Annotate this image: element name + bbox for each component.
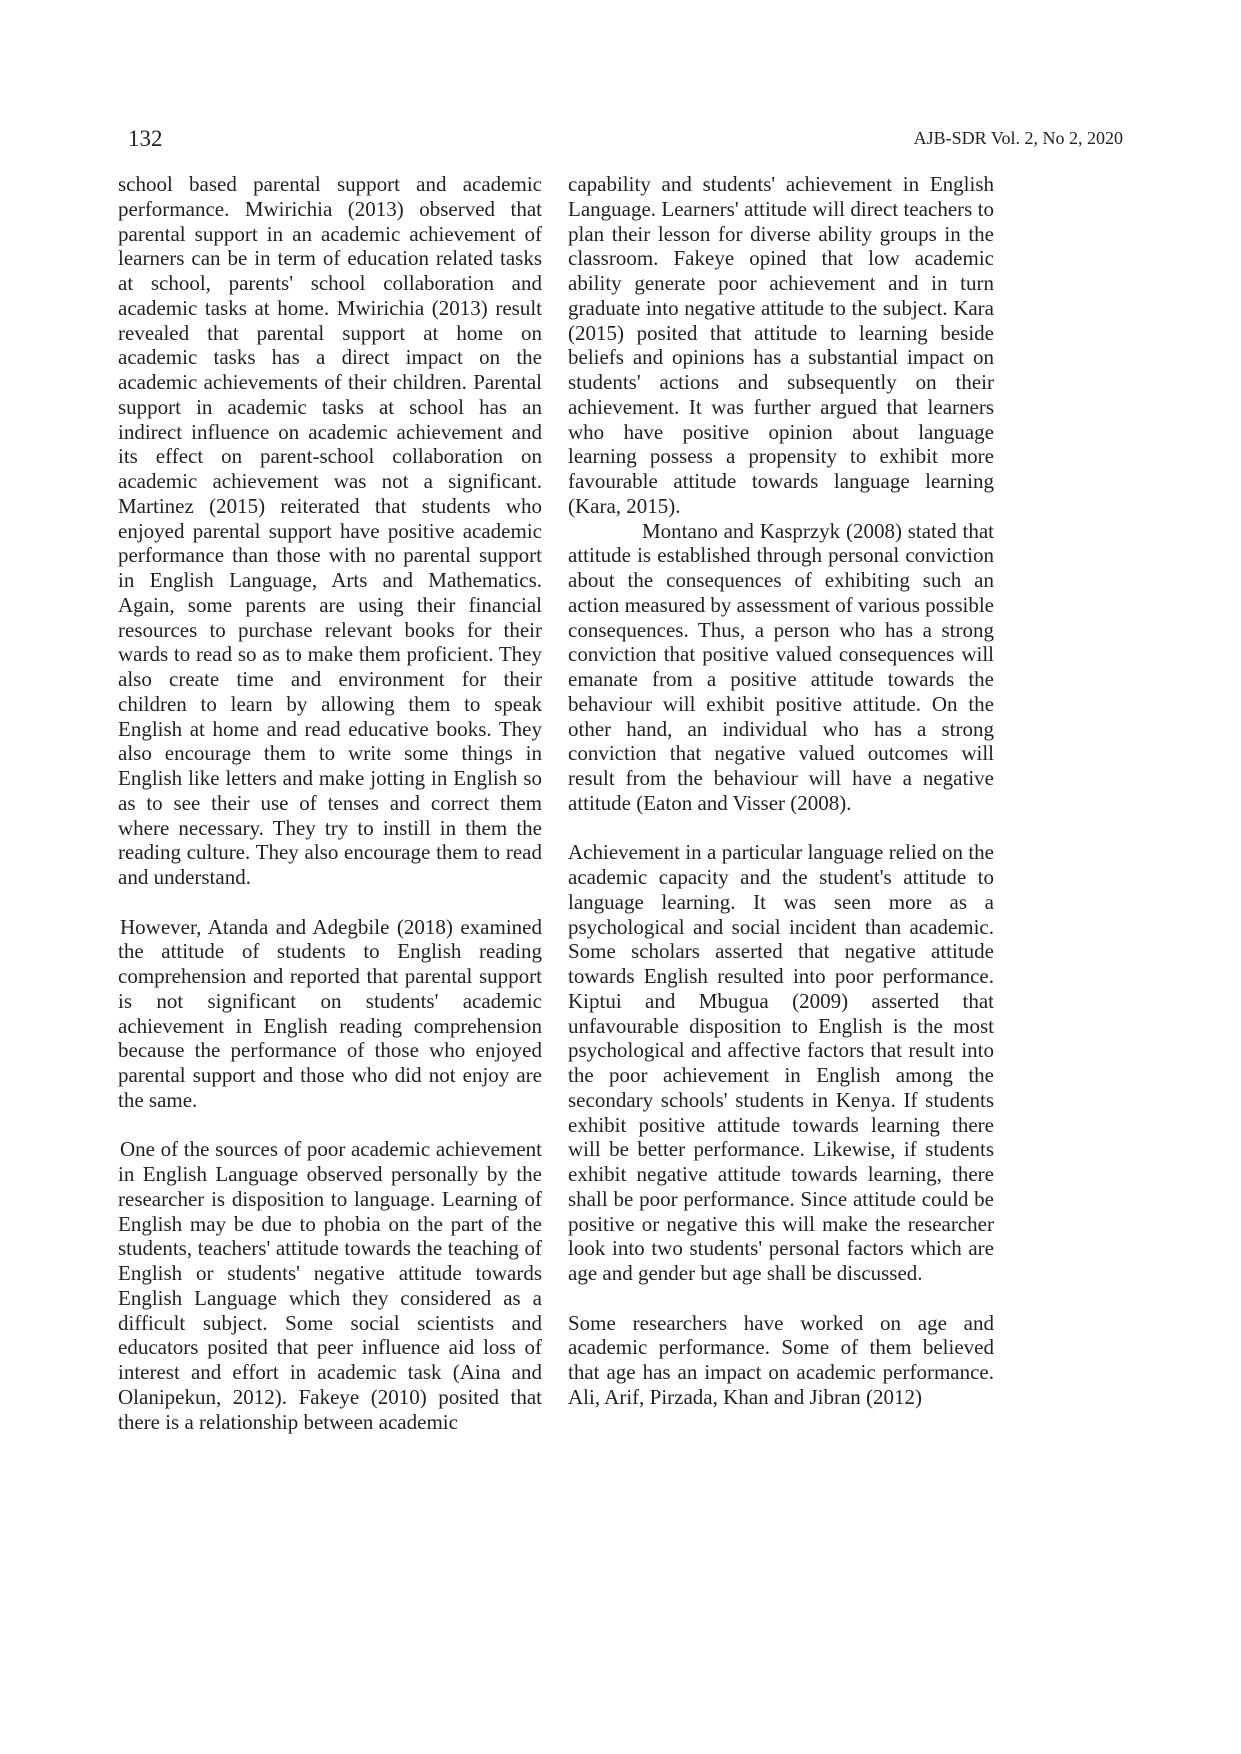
paragraph: One of the sources of poor academic achievement in English Language observed personally by the researcher is disposition to language. Learning of English may be due to phobia on the part of the students, teachers' attitude towards the teaching of English or students' negative attitude towards English Language which they considered as a difficult subject. Some social scientists and educators posited that peer influence aid loss of interest and effort in academic task (Aina and Olanipekun, 2012). Fakeye (2010) posited that there is a relationship between academic [118, 1137, 542, 1434]
paragraph: Some researchers have worked on age and academic performance. Some of them believed that age has an impact on academic performance. Ali, Arif, Pirzada, Khan and Jibran (2012) [568, 1310, 994, 1409]
page-number: 132 [128, 126, 163, 151]
paragraph: capability and students' achievement in English Language. Learners' attitude will direct teachers to plan their lesson for diverse ability groups in the classroom. Fakeye opined that low academic ability generate poor achievement and in turn graduate into negative attitude to the subject. Kara (2015) posited that attitude to learning beside beliefs and opinions has a substantial impact on students' actions and subsequently on their achievement. It was further argued that learners who have positive opinion about language learning possess a propensity to exhibit more favourable attitude towards language learning (Kara, 2015). [568, 172, 994, 518]
right-column [568, 172, 994, 1410]
paragraph: school based parental support and academic performance. Mwirichia (2013) observed that parental support in an academic achievement of learners can be in term of education related tasks at school, parents' school collaboration and academic tasks at home. Mwirichia (2013) result revealed that parental support at home on academic tasks has a direct impact on the academic achievements of their children. Parental support in academic tasks at school has an indirect influence on academic achievement and its effect on parent-school collaboration on academic achievement was not a significant. Martinez (2015) reiterated that students who enjoyed parental support have positive academic performance than those with no parental support in English Language, Arts and Mathematics. Again, some parents are using their financial resources to purchase relevant books for their wards to read so as to make them proficient. They also create time and environment for their children to learn by allowing them to speak English at home and read educative books. They also encourage them to write some things in English like letters and make jotting in English so as to see their use of tenses and correct them where necessary. They try to instill in them the reading culture. They also encourage them to read and understand. [118, 172, 542, 889]
running-header: AJB-SDR Vol. 2, No 2, 2020 [913, 128, 1123, 148]
paragraph: However, Atanda and Adegbile (2018) examined the attitude of students to English reading comprehension and reported that parental support is not significant on students' academic achievement in English reading comprehension because the performance of those who enjoyed parental support and those who did not enjoy are the same. [118, 914, 542, 1112]
paragraph: Montano and Kasprzyk (2008) stated that attitude is established through personal conviction about the consequences of exhibiting such an action measured by assessment of various possible consequences. Thus, a person who has a strong conviction that positive valued consequences will emanate from a positive attitude towards the behaviour will exhibit positive attitude. On the other hand, an individual who has a strong conviction that negative valued outcomes will result from the behaviour will have a negative attitude (Eaton and Visser (2008). [568, 518, 994, 815]
paragraph: Achievement in a particular language relied on the academic capacity and the student's attitude to language learning. It was seen more as a psychological and social incident than academic. Some scholars asserted that negative attitude towards English resulted into poor performance. Kiptui and Mbugua (2009) asserted that unfavourable disposition to English is the most psychological and affective factors that result into the poor achievement in English among the secondary schools' students in Kenya. If students exhibit positive attitude towards learning there will be better performance. Likewise, if students exhibit negative attitude towards learning, there shall be poor performance. Since attitude could be positive or negative this will make the researcher look into two students' personal factors which are age and gender but age shall be discussed. [568, 840, 994, 1285]
left-column [118, 172, 542, 1434]
